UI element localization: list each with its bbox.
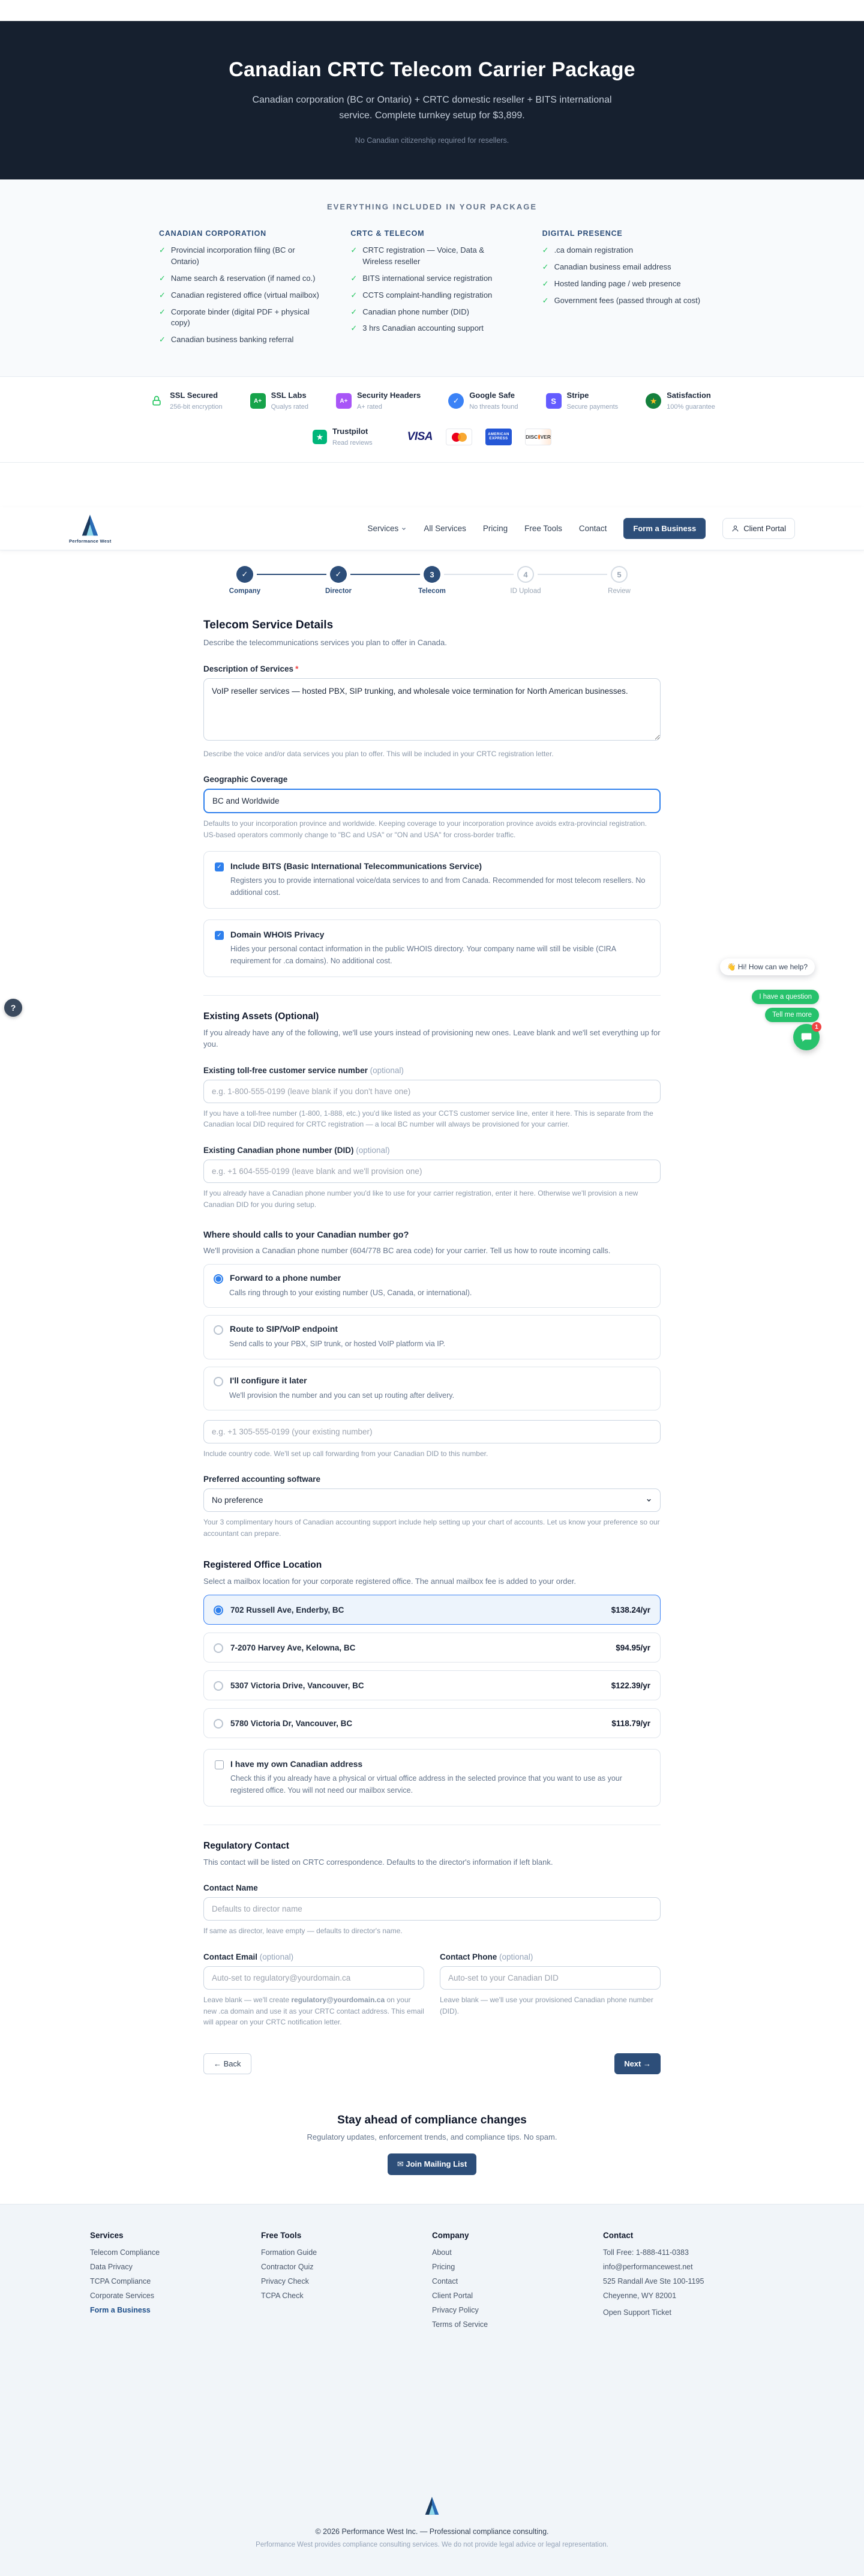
chat-greeting-tooltip[interactable]: 👋 Hi! How can we help?	[720, 958, 815, 975]
spacer	[0, 463, 864, 507]
trustpilot-star-icon: ★	[313, 430, 327, 444]
badge-sub: Qualys rated	[271, 403, 308, 411]
hero-subtitle: Canadian corporation (BC or Ontario) + CRTC domestic reseller + BITS international service. Complete turnkey setup for $3,899.	[252, 95, 612, 121]
step-label: Director	[325, 588, 352, 595]
routing-option-later[interactable]	[203, 1367, 661, 1410]
newsletter-subtitle: Regulatory updates, enforcement trends, and compliance tips. No spam.	[307, 2132, 557, 2141]
check-icon: ✓	[159, 245, 166, 255]
star-icon: ★	[646, 393, 661, 409]
footer-tollfree-number[interactable]: Toll Free: 1-888-411-0383	[603, 2248, 689, 2257]
progress-stepper	[198, 566, 666, 595]
check-icon: ✓	[542, 295, 549, 305]
mastercard-logo	[446, 429, 472, 445]
forward-number-input[interactable]	[203, 1420, 661, 1443]
nav-link-pricing[interactable]: Pricing	[482, 524, 508, 534]
mailbox-address: 5307 Victoria Drive, Vancouver, BC	[230, 1681, 364, 1690]
chevron-down-icon	[646, 1497, 652, 1503]
footer-copyright: © 2026 Performance West Inc. — Professional compliance consulting.	[315, 2527, 549, 2536]
tollfree-label: Existing toll-free customer service number (optional)	[203, 1065, 404, 1075]
check-icon: ✓	[159, 273, 166, 283]
routing-title: Where should calls to your Canadian number go?	[203, 1230, 409, 1241]
own-address-checkbox[interactable]	[215, 1760, 224, 1769]
footer-col-title: Company	[432, 2230, 469, 2240]
form-navigation	[203, 2053, 661, 2074]
discover-left: DISC	[526, 434, 538, 441]
step-label: ID Upload	[510, 588, 541, 595]
included-item	[159, 334, 322, 346]
included-item	[159, 273, 322, 284]
mailbox-option-kelowna[interactable]	[203, 1633, 661, 1663]
chat-bubble-icon	[800, 1031, 812, 1043]
check-icon: ✓	[350, 245, 358, 255]
included-section	[0, 179, 864, 376]
did-label: Existing Canadian phone number (DID) (optional)	[203, 1146, 390, 1155]
included-item-label: Name search & reservation (if named co.)	[170, 273, 316, 283]
footer-link-data-privacy[interactable]: Data Privacy	[90, 2262, 133, 2271]
footer-col-contact	[603, 2231, 774, 2335]
contact-phone-helper: Leave blank — we'll use your provisioned Canadian phone number (DID).	[440, 1996, 653, 2015]
optional-tag: (optional)	[356, 1146, 390, 1155]
footer-link-form-a-business[interactable]: Form a Business	[90, 2305, 151, 2314]
description-helper: Describe the voice and/or data services you plan to offer. This will be included in your CRTC registration letter.	[203, 749, 554, 758]
nav-link-services[interactable]	[368, 524, 407, 533]
assets-subtitle: If you already have any of the following, we'll use yours instead of provisioning new ones. Leave blank and we'll set everything up for you.	[203, 1028, 661, 1049]
radio-unselected[interactable]	[214, 1681, 223, 1691]
nav-links	[368, 518, 795, 539]
check-circle-icon: ✓	[448, 393, 464, 409]
badge-security-headers	[336, 390, 421, 412]
trustpilot-label: Trustpilot	[332, 427, 368, 436]
column-header: CRTC & TELECOM	[350, 229, 425, 238]
included-item-label: Hosted landing page / web presence	[554, 278, 681, 288]
badge-label: Google Safe	[469, 391, 515, 400]
logo-caption: Performance West	[69, 538, 112, 544]
included-item	[350, 245, 513, 268]
chat-launcher-button[interactable]	[793, 1024, 820, 1050]
footer-link-formation-guide[interactable]: Formation Guide	[261, 2248, 317, 2257]
whois-title: Domain WHOIS Privacy	[230, 930, 325, 940]
footer-link-client-portal[interactable]: Client Portal	[432, 2291, 473, 2300]
included-item-label: Canadian phone number (DID)	[362, 307, 470, 316]
footer-email[interactable]: info@performancewest.net	[603, 2262, 693, 2271]
mail-icon: ✉	[397, 2159, 404, 2168]
contact-name-input[interactable]	[203, 1897, 661, 1921]
footer-columns	[90, 2231, 774, 2335]
mailbox-address: 702 Russell Ave, Enderby, BC	[230, 1605, 344, 1615]
check-icon: ✓	[350, 290, 358, 299]
footer	[0, 2204, 864, 2576]
a-plus-icon: A+	[336, 393, 352, 409]
badge-sub: No threats found	[469, 403, 518, 411]
step-number: 3	[424, 566, 440, 583]
regulatory-title: Regulatory Contact	[203, 1840, 289, 1851]
description-label: Description of Services *	[203, 664, 299, 673]
whois-card[interactable]	[203, 919, 661, 977]
included-item	[159, 307, 322, 330]
step-number: 4	[517, 566, 534, 583]
badge-sub: A+ rated	[356, 403, 382, 411]
regulatory-subtitle: This contact will be listed on CRTC correspondence. Defaults to the director's information if left blank.	[203, 1857, 553, 1867]
tollfree-input[interactable]	[203, 1080, 661, 1103]
mailbox-address: 5780 Victoria Dr, Vancouver, BC	[230, 1718, 353, 1728]
discover-logo	[525, 429, 551, 445]
did-helper: If you already have a Canadian phone number you'd like to use for your carrier registration, enter it here. Otherwise we'll provision a new Canadian DID for you during setup.	[203, 1189, 638, 1209]
form-title: Telecom Service Details	[203, 619, 334, 632]
included-item-label: CRTC registration — Voice, Data & Wireless reseller	[362, 245, 485, 266]
step-company[interactable]	[198, 566, 292, 595]
radio-unselected[interactable]	[214, 1325, 223, 1335]
trust-section	[0, 376, 864, 463]
radio-unselected[interactable]	[214, 1719, 223, 1729]
footer-col-free-tools	[261, 2231, 432, 2335]
footer-link-tcpa-compliance[interactable]: TCPA Compliance	[90, 2277, 151, 2286]
step-check-icon: ✓	[236, 566, 253, 583]
mailbox-option-victoria-dr[interactable]	[203, 1708, 661, 1738]
included-item	[350, 307, 513, 318]
radio-unselected[interactable]	[214, 1643, 223, 1653]
check-icon: ✓	[350, 324, 358, 333]
contact-phone-label: Contact Phone (optional)	[440, 1952, 533, 1961]
footer-link-pricing[interactable]: Pricing	[432, 2262, 455, 2271]
contact-grid	[203, 1937, 661, 2028]
badge-label: SSL Secured	[170, 391, 218, 400]
arrow-right-icon: →	[643, 2059, 651, 2068]
contact-phone-input[interactable]	[440, 1966, 661, 1990]
included-item-label: 3 hrs Canadian accounting support	[362, 324, 484, 333]
included-item-label: Canadian registered office (virtual mailbox)	[170, 290, 319, 299]
chat-quick-reply-question[interactable]: I have a question	[752, 990, 819, 1004]
trustpilot-sub: Read reviews	[332, 439, 373, 447]
routing-subtitle: We'll provision a Canadian phone number (604/778 BC area code) for your carrier. Tell us how to route incoming calls.	[203, 1246, 611, 1256]
included-item	[159, 245, 322, 268]
routing-option-title: I'll configure it later	[230, 1375, 307, 1385]
contact-phone-field	[440, 1937, 661, 2028]
nav-link-label: Services	[367, 524, 399, 534]
optional-tag: (optional)	[499, 1952, 533, 1961]
radio-selected[interactable]	[214, 1605, 223, 1615]
check-icon: ✓	[350, 273, 358, 283]
badge-sub: Secure payments	[566, 403, 619, 411]
client-portal-button[interactable]	[722, 518, 795, 539]
mailbox-option-enderby[interactable]	[203, 1595, 661, 1625]
nav-link-contact[interactable]: Contact	[578, 524, 607, 534]
included-item	[350, 273, 513, 284]
routing-option-title: Forward to a phone number	[230, 1272, 341, 1283]
footer-col-title: Services	[90, 2230, 124, 2240]
a-plus-icon: A+	[250, 393, 266, 409]
divider	[203, 995, 661, 996]
bits-card[interactable]	[203, 851, 661, 909]
badge-google-safe	[448, 390, 518, 412]
forward-number-helper: Include country code. We'll set up call forwarding from your Canadian DID to this number.	[203, 1449, 488, 1458]
trustpilot-badge	[313, 426, 373, 448]
discover-right: VER	[540, 434, 551, 441]
badge-label: Security Headers	[356, 391, 421, 400]
coverage-label: Geographic Coverage	[203, 775, 288, 784]
required-asterisk: *	[295, 664, 299, 673]
badge-ssl-secured	[149, 390, 222, 412]
footer-logo-icon	[422, 2496, 442, 2516]
hero-note: No Canadian citizenship required for resellers.	[355, 136, 509, 145]
footer-link-privacy-check[interactable]: Privacy Check	[261, 2277, 309, 2286]
badge-sub: 256-bit encryption	[170, 403, 223, 411]
accounting-selected-value: No preference	[212, 1496, 263, 1505]
footer-link-tcpa-check[interactable]: TCPA Check	[261, 2291, 304, 2300]
column-header: CANADIAN CORPORATION	[159, 229, 266, 238]
chat-unread-badge: 1	[812, 1022, 821, 1032]
included-item-label: Government fees (passed through at cost)	[554, 295, 701, 305]
office-title: Registered Office Location	[203, 1559, 322, 1570]
radio-unselected[interactable]	[214, 1377, 223, 1386]
included-item	[542, 245, 705, 256]
form-a-business-button[interactable]: Form a Business	[623, 518, 706, 539]
hero-section	[0, 21, 864, 179]
office-subtitle: Select a mailbox location for your corporate registered office. The annual mailbox fee is added to your order.	[203, 1576, 576, 1586]
amex-line1: AMERICAN	[488, 432, 509, 436]
check-icon: ✓	[542, 245, 549, 255]
nav-link-all-services[interactable]: All Services	[424, 524, 466, 534]
own-address-title: I have my own Canadian address	[230, 1759, 363, 1769]
included-heading: EVERYTHING INCLUDED IN YOUR PACKAGE	[326, 202, 537, 212]
contact-email-helper: Leave blank — we'll create regulatory@yourdomain.ca on your new .ca domain and use it as your CRTC contact address. This email will appear on your CRTC notification letter.	[203, 1996, 424, 2027]
routing-option-forward[interactable]	[203, 1264, 661, 1308]
accounting-label: Preferred accounting software	[203, 1475, 321, 1484]
included-column-digital	[542, 229, 705, 351]
included-item-label: CCTS complaint-handling registration	[362, 290, 493, 299]
badge-label: Satisfaction	[667, 391, 711, 400]
person-icon	[731, 525, 739, 532]
check-icon: ✓	[159, 307, 166, 316]
footer-bottom	[0, 2496, 864, 2548]
amex-line2: EXPRESS	[489, 437, 508, 441]
footer-col-title: Contact	[603, 2230, 634, 2240]
included-item-label: Canadian business banking referral	[170, 335, 294, 345]
stripe-icon: S	[546, 393, 562, 409]
mailbox-price: $138.24/yr	[611, 1605, 650, 1615]
coverage-helper: Defaults to your incorporation province and worldwide. Keeping coverage to your incorporation province avoids extra-provincial registration. US-based operators commonly change to "BC and USA" or "ON and USA" for cross-border traffic.	[203, 819, 647, 839]
chevron-down-icon	[401, 526, 407, 532]
routing-option-sip[interactable]	[203, 1315, 661, 1359]
included-item-label: .ca domain registration	[554, 245, 634, 255]
routing-option-desc: We'll provision the number and you can set up routing after delivery.	[229, 1391, 455, 1400]
included-item	[542, 295, 705, 307]
navbar	[0, 507, 864, 550]
amex-logo	[485, 429, 512, 445]
footer-address-line1: 525 Randall Ave Ste 100-1195	[603, 2277, 704, 2286]
whois-desc: Hides your personal contact information in the public WHOIS directory. Your company name will still be visible (CIRA requirement for .ca domains). No additional cost.	[230, 945, 616, 965]
step-director[interactable]	[292, 566, 385, 595]
check-icon: ✓	[542, 262, 549, 272]
footer-col-services	[90, 2231, 261, 2335]
telecom-form	[203, 619, 661, 2080]
assets-title: Existing Assets (Optional)	[203, 1011, 319, 1022]
accessibility-help-button[interactable]: ?	[4, 999, 22, 1017]
optional-tag: (optional)	[259, 1952, 294, 1961]
footer-disclaimer: Performance West provides compliance consulting services. We do not provide legal advice or legal representation.	[256, 2541, 608, 2548]
radio-selected[interactable]	[214, 1274, 223, 1284]
check-icon: ✓	[159, 290, 166, 299]
contact-email-field	[203, 1937, 424, 2028]
accounting-helper: Your 3 complimentary hours of Canadian accounting support include help setting up your chart of accounts. Let us know your preference so our accountant can prepare.	[203, 1518, 660, 1538]
routing-option-title: Route to SIP/VoIP endpoint	[230, 1324, 338, 1334]
step-number: 5	[611, 566, 628, 583]
description-textarea[interactable]	[203, 678, 661, 741]
did-input[interactable]	[203, 1160, 661, 1183]
column-header: DIGITAL PRESENCE	[542, 229, 623, 238]
included-column-corporation	[159, 229, 322, 351]
hero-title: Canadian CRTC Telecom Carrier Package	[229, 58, 635, 81]
contact-email-label: Contact Email (optional)	[203, 1952, 294, 1961]
check-icon: ✓	[350, 307, 358, 316]
mailbox-price: $94.95/yr	[616, 1643, 650, 1652]
visa-logo: VISA	[407, 430, 433, 444]
trust-badges	[0, 390, 864, 412]
mailbox-address: 7-2070 Harvey Ave, Kelowna, BC	[230, 1643, 356, 1652]
contact-name-helper: If same as director, leave empty — defaults to director's name.	[203, 1927, 403, 1936]
included-item	[350, 323, 513, 334]
accounting-select[interactable]	[203, 1488, 661, 1512]
newsletter-title: Stay ahead of compliance changes	[337, 2113, 527, 2126]
top-spacer	[0, 0, 864, 21]
badge-sub: 100% guarantee	[667, 403, 715, 411]
included-item	[159, 290, 322, 301]
lock-icon	[149, 393, 164, 409]
included-column-crtc	[350, 229, 513, 351]
footer-link-contact[interactable]: Contact	[432, 2277, 458, 2286]
back-button[interactable]: ← Back	[203, 2053, 251, 2074]
next-button[interactable]: Next →	[614, 2053, 661, 2074]
badge-satisfaction	[646, 390, 715, 412]
step-label: Review	[608, 588, 631, 595]
badge-label: SSL Labs	[271, 391, 307, 400]
footer-link-corporate-services[interactable]: Corporate Services	[90, 2291, 154, 2300]
newsletter-section	[0, 2080, 864, 2204]
footer-link-about[interactable]: About	[432, 2248, 452, 2257]
included-item	[542, 262, 705, 273]
footer-support-ticket[interactable]: Open Support Ticket	[603, 2308, 671, 2317]
contact-email-input[interactable]	[203, 1966, 424, 1990]
payment-logos	[0, 426, 864, 448]
form-subtitle: Describe the telecommunications services you plan to offer in Canada.	[203, 638, 447, 648]
bits-title: Include BITS (Basic International Telecommunications Service)	[230, 861, 482, 871]
own-address-desc: Check this if you already have a physical or virtual office address in the selected province that you want to use as your registered office. You will not need our mailbox service.	[230, 1774, 622, 1795]
step-id-upload[interactable]	[479, 566, 572, 595]
footer-col-company	[432, 2231, 603, 2335]
whois-checkbox[interactable]: ✓	[215, 931, 224, 940]
footer-link-contractor-quiz[interactable]: Contractor Quiz	[261, 2262, 314, 2271]
client-portal-label: Client Portal	[743, 524, 786, 534]
step-label: Company	[229, 588, 261, 595]
check-icon: ✓	[159, 335, 166, 345]
mailbox-option-victoria-drive[interactable]	[203, 1670, 661, 1700]
nav-link-free-tools[interactable]: Free Tools	[524, 524, 562, 534]
step-telecom[interactable]	[385, 566, 479, 595]
contact-name-label: Contact Name	[203, 1883, 258, 1893]
chat-quick-reply-more[interactable]: Tell me more	[765, 1008, 819, 1022]
bits-checkbox[interactable]: ✓	[215, 862, 224, 871]
footer-col-title: Free Tools	[261, 2230, 302, 2240]
optional-tag: (optional)	[370, 1065, 404, 1075]
check-icon: ✓	[542, 278, 549, 288]
included-item-label: Provincial incorporation filing (BC or Ontario)	[170, 245, 295, 266]
own-address-card[interactable]	[203, 1749, 661, 1807]
included-columns	[159, 229, 705, 351]
join-mailing-list-button[interactable]: ✉ Join Mailing List	[388, 2153, 476, 2175]
step-label: Telecom	[418, 588, 446, 595]
badge-ssl-labs	[250, 390, 308, 412]
included-item	[350, 290, 513, 301]
routing-option-desc: Send calls to your PBX, SIP trunk, or hosted VoIP platform via IP.	[229, 1340, 445, 1349]
included-item-label: Corporate binder (digital PDF + physical copy)	[170, 307, 310, 328]
included-item	[542, 278, 705, 290]
footer-link-privacy-policy[interactable]: Privacy Policy	[432, 2305, 479, 2314]
tollfree-helper: If you have a toll-free number (1-800, 1-888, etc.) you'd like listed as your CCTS customer service line, enter it here. This is separate from the Canadian local DID required for CRTC registration — a local BC number will always be provisioned for your carrier.	[203, 1109, 653, 1129]
arrow-left-icon: ←	[214, 2059, 221, 2068]
bits-desc: Registers you to provide international voice/data services to and from Canada. Recommended for most telecom resellers. No additional cost.	[230, 876, 646, 897]
footer-address-line2: Cheyenne, WY 82001	[603, 2291, 677, 2300]
site-logo[interactable]	[69, 513, 112, 544]
logo-mountain-icon	[78, 513, 102, 537]
included-item-label: Canadian business email address	[554, 262, 671, 272]
step-review[interactable]	[572, 566, 666, 595]
footer-link-telecom-compliance[interactable]: Telecom Compliance	[90, 2248, 160, 2257]
included-item-label: BITS international service registration	[362, 273, 493, 283]
badge-label: Stripe	[566, 391, 589, 400]
mailbox-price: $118.79/yr	[611, 1718, 650, 1728]
routing-option-desc: Calls ring through to your existing number (US, Canada, or international).	[229, 1288, 472, 1297]
mailbox-price: $122.39/yr	[611, 1681, 650, 1690]
footer-link-terms[interactable]: Terms of Service	[432, 2320, 488, 2329]
step-check-icon: ✓	[330, 566, 347, 583]
badge-stripe	[546, 390, 619, 412]
coverage-input[interactable]	[203, 789, 661, 813]
